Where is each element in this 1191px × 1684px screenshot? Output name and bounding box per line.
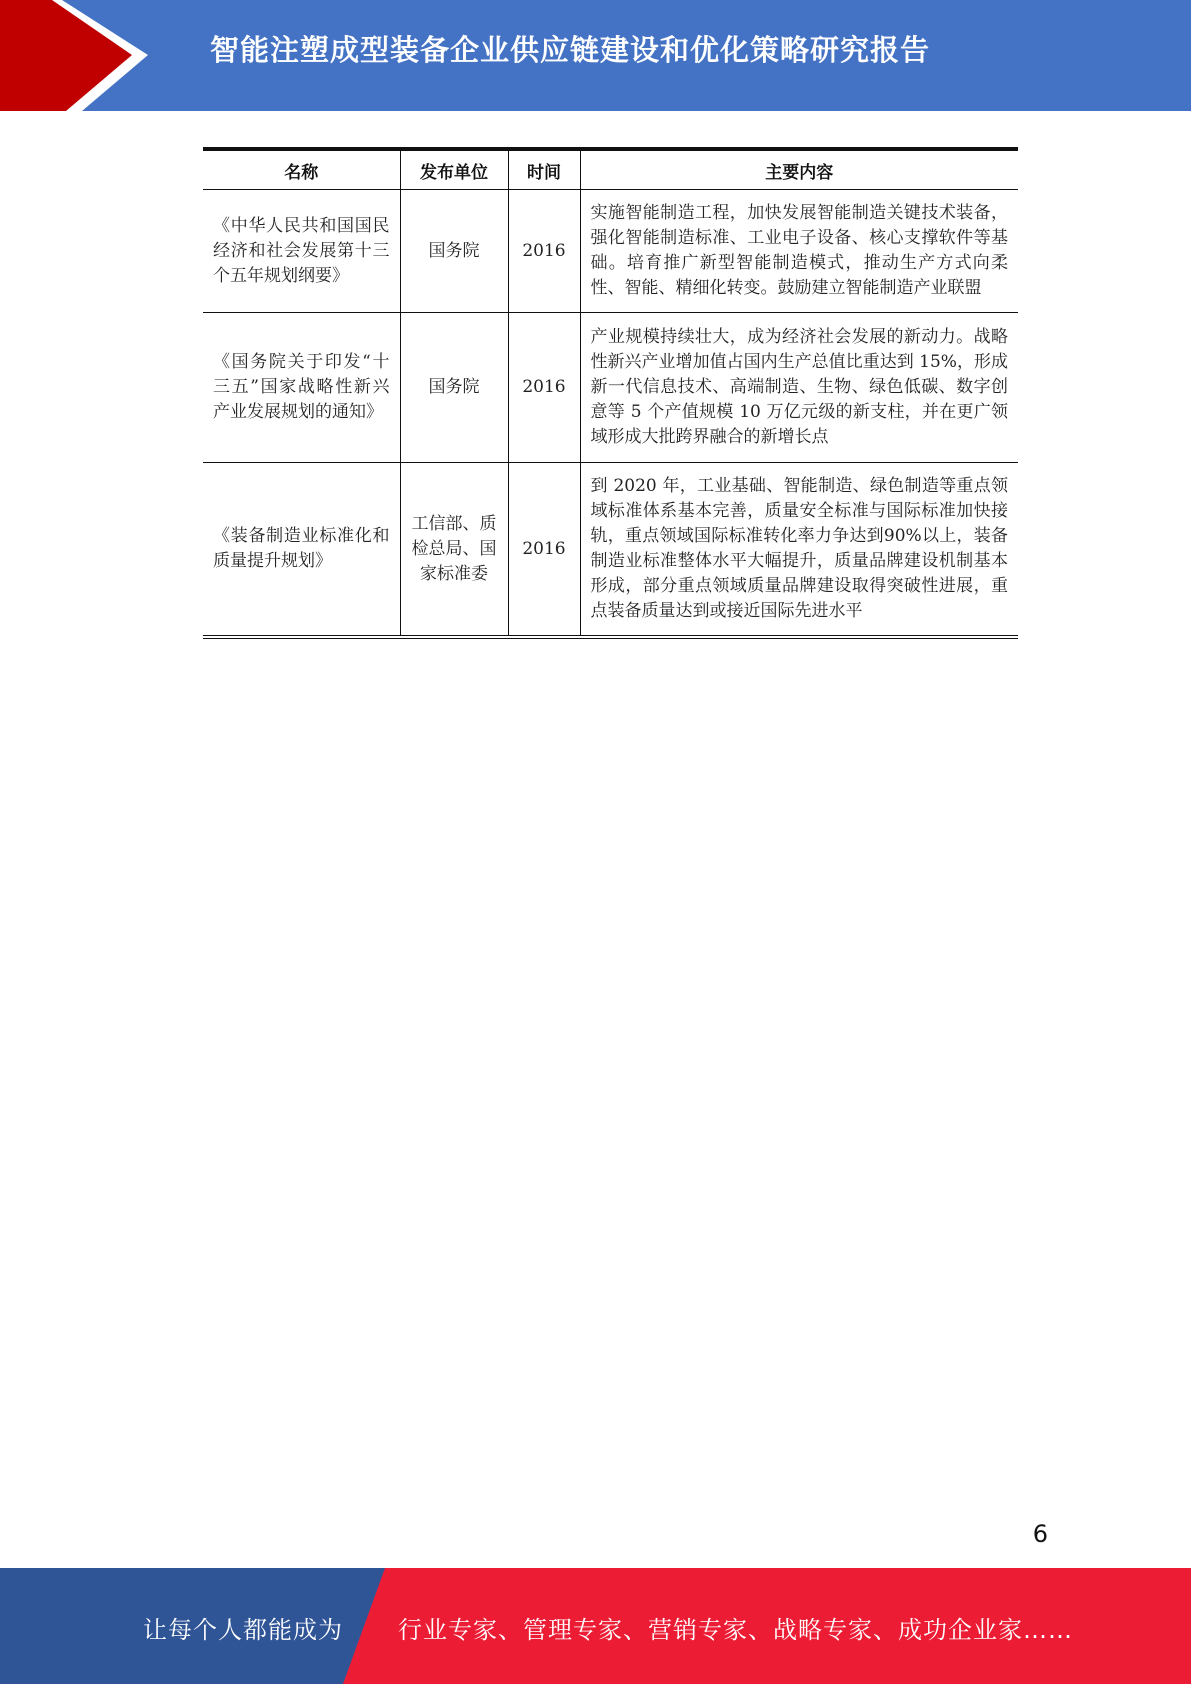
policy-time-cell: 2016	[508, 463, 580, 638]
policy-unit-cell: 国务院	[400, 313, 508, 463]
page-header	[0, 0, 1191, 111]
policy-time-cell: 2016	[508, 190, 580, 313]
policy-content-cell: 到 2020 年，工业基础、智能制造、绿色制造等重点领域标准体系基本完善，质量安全标准与国际标准加快接轨，重点领域国际标准转化率力争达到90%以上，装备制造业标准整体水平大幅提升，质量品牌建设机制基本形成，部分重点领域质量品牌建设取得突破性进展，重点装备质量达到或接近国际先进水平	[580, 463, 1018, 638]
report-title: 智能注塑成型装备企业供应链建设和优化策略研究报告	[210, 33, 931, 67]
policy-table-container	[203, 147, 1018, 639]
policy-time-cell: 2016	[508, 313, 580, 463]
policy-unit-cell: 国务院	[400, 190, 508, 313]
table-row	[203, 463, 1018, 638]
policy-name-cell: 《中华人民共和国国民经济和社会发展第十三个五年规划纲要》	[203, 190, 400, 313]
footer-slogan-left: 让每个人都能成为	[143, 1616, 343, 1644]
column-header-name: 名称	[203, 149, 400, 190]
column-header-time: 时间	[508, 149, 580, 190]
page-number: 6	[1032, 1520, 1048, 1548]
table-row	[203, 313, 1018, 463]
policy-name-cell: 《装备制造业标准化和质量提升规划》	[203, 463, 400, 638]
policy-unit-cell: 工信部、质检总局、国家标准委	[400, 463, 508, 638]
table-row	[203, 190, 1018, 313]
header-chevron-decoration	[0, 0, 160, 111]
policy-content-cell: 实施智能制造工程，加快发展智能制造关键技术装备，强化智能制造标准、工业电子设备、核心支撑软件等基础。培育推广新型智能制造模式，推动生产方式向柔性、智能、精细化转变。鼓励建立智能制造产业联盟	[580, 190, 1018, 313]
page-footer	[0, 1568, 1191, 1684]
column-header-unit: 发布单位	[400, 149, 508, 190]
footer-slogan-right: 行业专家、管理专家、营销专家、战略专家、成功企业家……	[398, 1616, 1073, 1644]
policy-table	[203, 147, 1018, 639]
policy-content-cell: 产业规模持续壮大，成为经济社会发展的新动力。战略性新兴产业增加值占国内生产总值比重达到 15%，形成新一代信息技术、高端制造、生物、绿色低碳、数字创意等 5 个产值规模 10 万亿元级的新支柱，并在更广领域形成大批跨界融合的新增长点	[580, 313, 1018, 463]
policy-name-cell: 《国务院关于印发“十三五”国家战略性新兴产业发展规划的通知》	[203, 313, 400, 463]
column-header-content: 主要内容	[580, 149, 1018, 190]
table-header-row	[203, 149, 1018, 190]
